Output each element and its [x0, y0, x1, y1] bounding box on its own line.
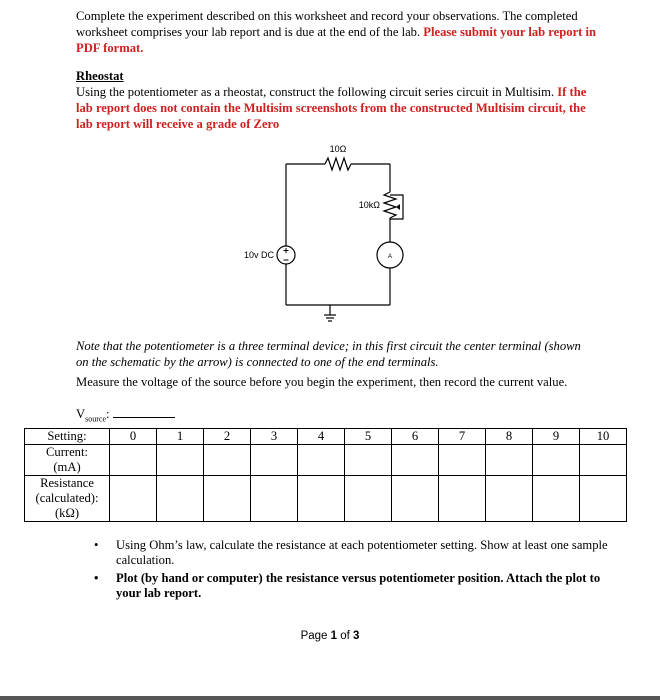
- setting-label: Setting:: [25, 429, 110, 445]
- intro-emphasis: Please submit your lab report in PDF format.: [76, 25, 596, 55]
- current-input-cell[interactable]: [157, 445, 204, 476]
- vsource-line: [76, 406, 175, 424]
- source-polarity-icon: [284, 248, 289, 260]
- setting-cell: 0: [110, 429, 157, 445]
- table-row-resistance: [25, 476, 627, 522]
- bullet-icon: •: [94, 538, 99, 552]
- list-item: [94, 571, 609, 601]
- data-table: [24, 428, 627, 522]
- resistance-input-cell[interactable]: [298, 476, 345, 522]
- resistance-input-cell[interactable]: [345, 476, 392, 522]
- setting-cell: 7: [439, 429, 486, 445]
- measure-paragraph: Measure the voltage of the source before you begin the experiment, then record the current value.: [76, 375, 568, 389]
- resistance-input-cell[interactable]: [486, 476, 533, 522]
- resistance-input-cell[interactable]: [580, 476, 627, 522]
- current-input-cell[interactable]: [392, 445, 439, 476]
- setting-cell: 9: [533, 429, 580, 445]
- vsource-blank-field[interactable]: [113, 406, 175, 418]
- current-input-cell[interactable]: [345, 445, 392, 476]
- current-input-cell[interactable]: [204, 445, 251, 476]
- vsource-suffix: :: [106, 407, 110, 421]
- page-middle: of: [337, 630, 354, 642]
- resistance-input-cell[interactable]: [392, 476, 439, 522]
- setting-cell: 6: [392, 429, 439, 445]
- table-row-setting: [25, 429, 627, 445]
- current-input-cell[interactable]: [439, 445, 486, 476]
- table-row-current: [25, 445, 627, 476]
- rheostat-section: [76, 68, 596, 132]
- setting-cell: 10: [580, 429, 627, 445]
- current-label-line2: (mA): [53, 460, 81, 474]
- note-paragraph: Note that the potentiometer is a three terminal device; in this first circuit the center terminal (shown on the schematic by the arrow) is connected to one of the end terminals.: [76, 339, 581, 369]
- current-input-cell[interactable]: [486, 445, 533, 476]
- current-input-cell[interactable]: [110, 445, 157, 476]
- list-item: [94, 538, 609, 568]
- potentiometer-label: 10kΩ: [358, 200, 380, 210]
- resistance-label-line1: Resistance: [40, 476, 94, 490]
- bullet-text: Using Ohm’s law, calculate the resistance at each potentiometer setting. Show at least one sample calculation.: [116, 538, 608, 567]
- resistance-input-cell[interactable]: [533, 476, 580, 522]
- bullet-text: Plot (by hand or computer) the resistance versus potentiometer position. Attach the plot to your lab report.: [116, 571, 601, 600]
- resistance-input-cell[interactable]: [110, 476, 157, 522]
- ammeter-label: A: [387, 254, 393, 260]
- setting-cell: 8: [486, 429, 533, 445]
- current-label-line1: Current:: [46, 445, 88, 459]
- intro-text: Complete the experiment described on this worksheet and record your observations. The completed worksheet comprises your lab report and is due at the end of the lab.: [76, 9, 578, 39]
- page-current: 1: [330, 630, 338, 642]
- circuit-schematic: [225, 140, 435, 330]
- page-number: [0, 630, 660, 642]
- current-input-cell[interactable]: [251, 445, 298, 476]
- resistance-input-cell[interactable]: [439, 476, 486, 522]
- setting-cell: 3: [251, 429, 298, 445]
- rheostat-text: Using the potentiometer as a rheostat, construct the following circuit series circuit in Multisim.: [76, 85, 555, 99]
- rheostat-warning: If the lab report does not contain the Multisim screenshots from the constructed Multisim circuit, the lab report will receive a grade of Zero: [76, 85, 587, 131]
- rheostat-heading: Rheostat: [76, 69, 124, 83]
- wiper-arrow-icon: [396, 204, 400, 210]
- potentiometer-symbol: [384, 192, 396, 218]
- resistor-10-ohm-symbol: [325, 158, 351, 170]
- current-input-cell[interactable]: [533, 445, 580, 476]
- resistance-label: [25, 476, 110, 522]
- resistor-label: 10Ω: [329, 144, 347, 154]
- resistance-input-cell[interactable]: [251, 476, 298, 522]
- current-label: [25, 445, 110, 476]
- setting-cell: 2: [204, 429, 251, 445]
- current-input-cell[interactable]: [580, 445, 627, 476]
- setting-cell: 1: [157, 429, 204, 445]
- resistance-label-line2: (calculated):: [35, 491, 99, 505]
- page-prefix: Page: [300, 630, 331, 642]
- bullet-icon: •: [94, 571, 99, 585]
- resistance-input-cell[interactable]: [157, 476, 204, 522]
- resistance-input-cell[interactable]: [204, 476, 251, 522]
- current-input-cell[interactable]: [298, 445, 345, 476]
- setting-cell: 4: [298, 429, 345, 445]
- instruction-list: [94, 538, 609, 604]
- intro-paragraph: [76, 8, 596, 56]
- page-bottom-divider: [0, 696, 660, 700]
- vsource-label: V: [76, 407, 86, 421]
- source-label: 10v DC: [243, 250, 274, 260]
- page-total: 3: [353, 630, 360, 642]
- resistance-label-line3: (kΩ): [54, 506, 80, 520]
- vsource-subscript: source: [85, 414, 106, 424]
- setting-cell: 5: [345, 429, 392, 445]
